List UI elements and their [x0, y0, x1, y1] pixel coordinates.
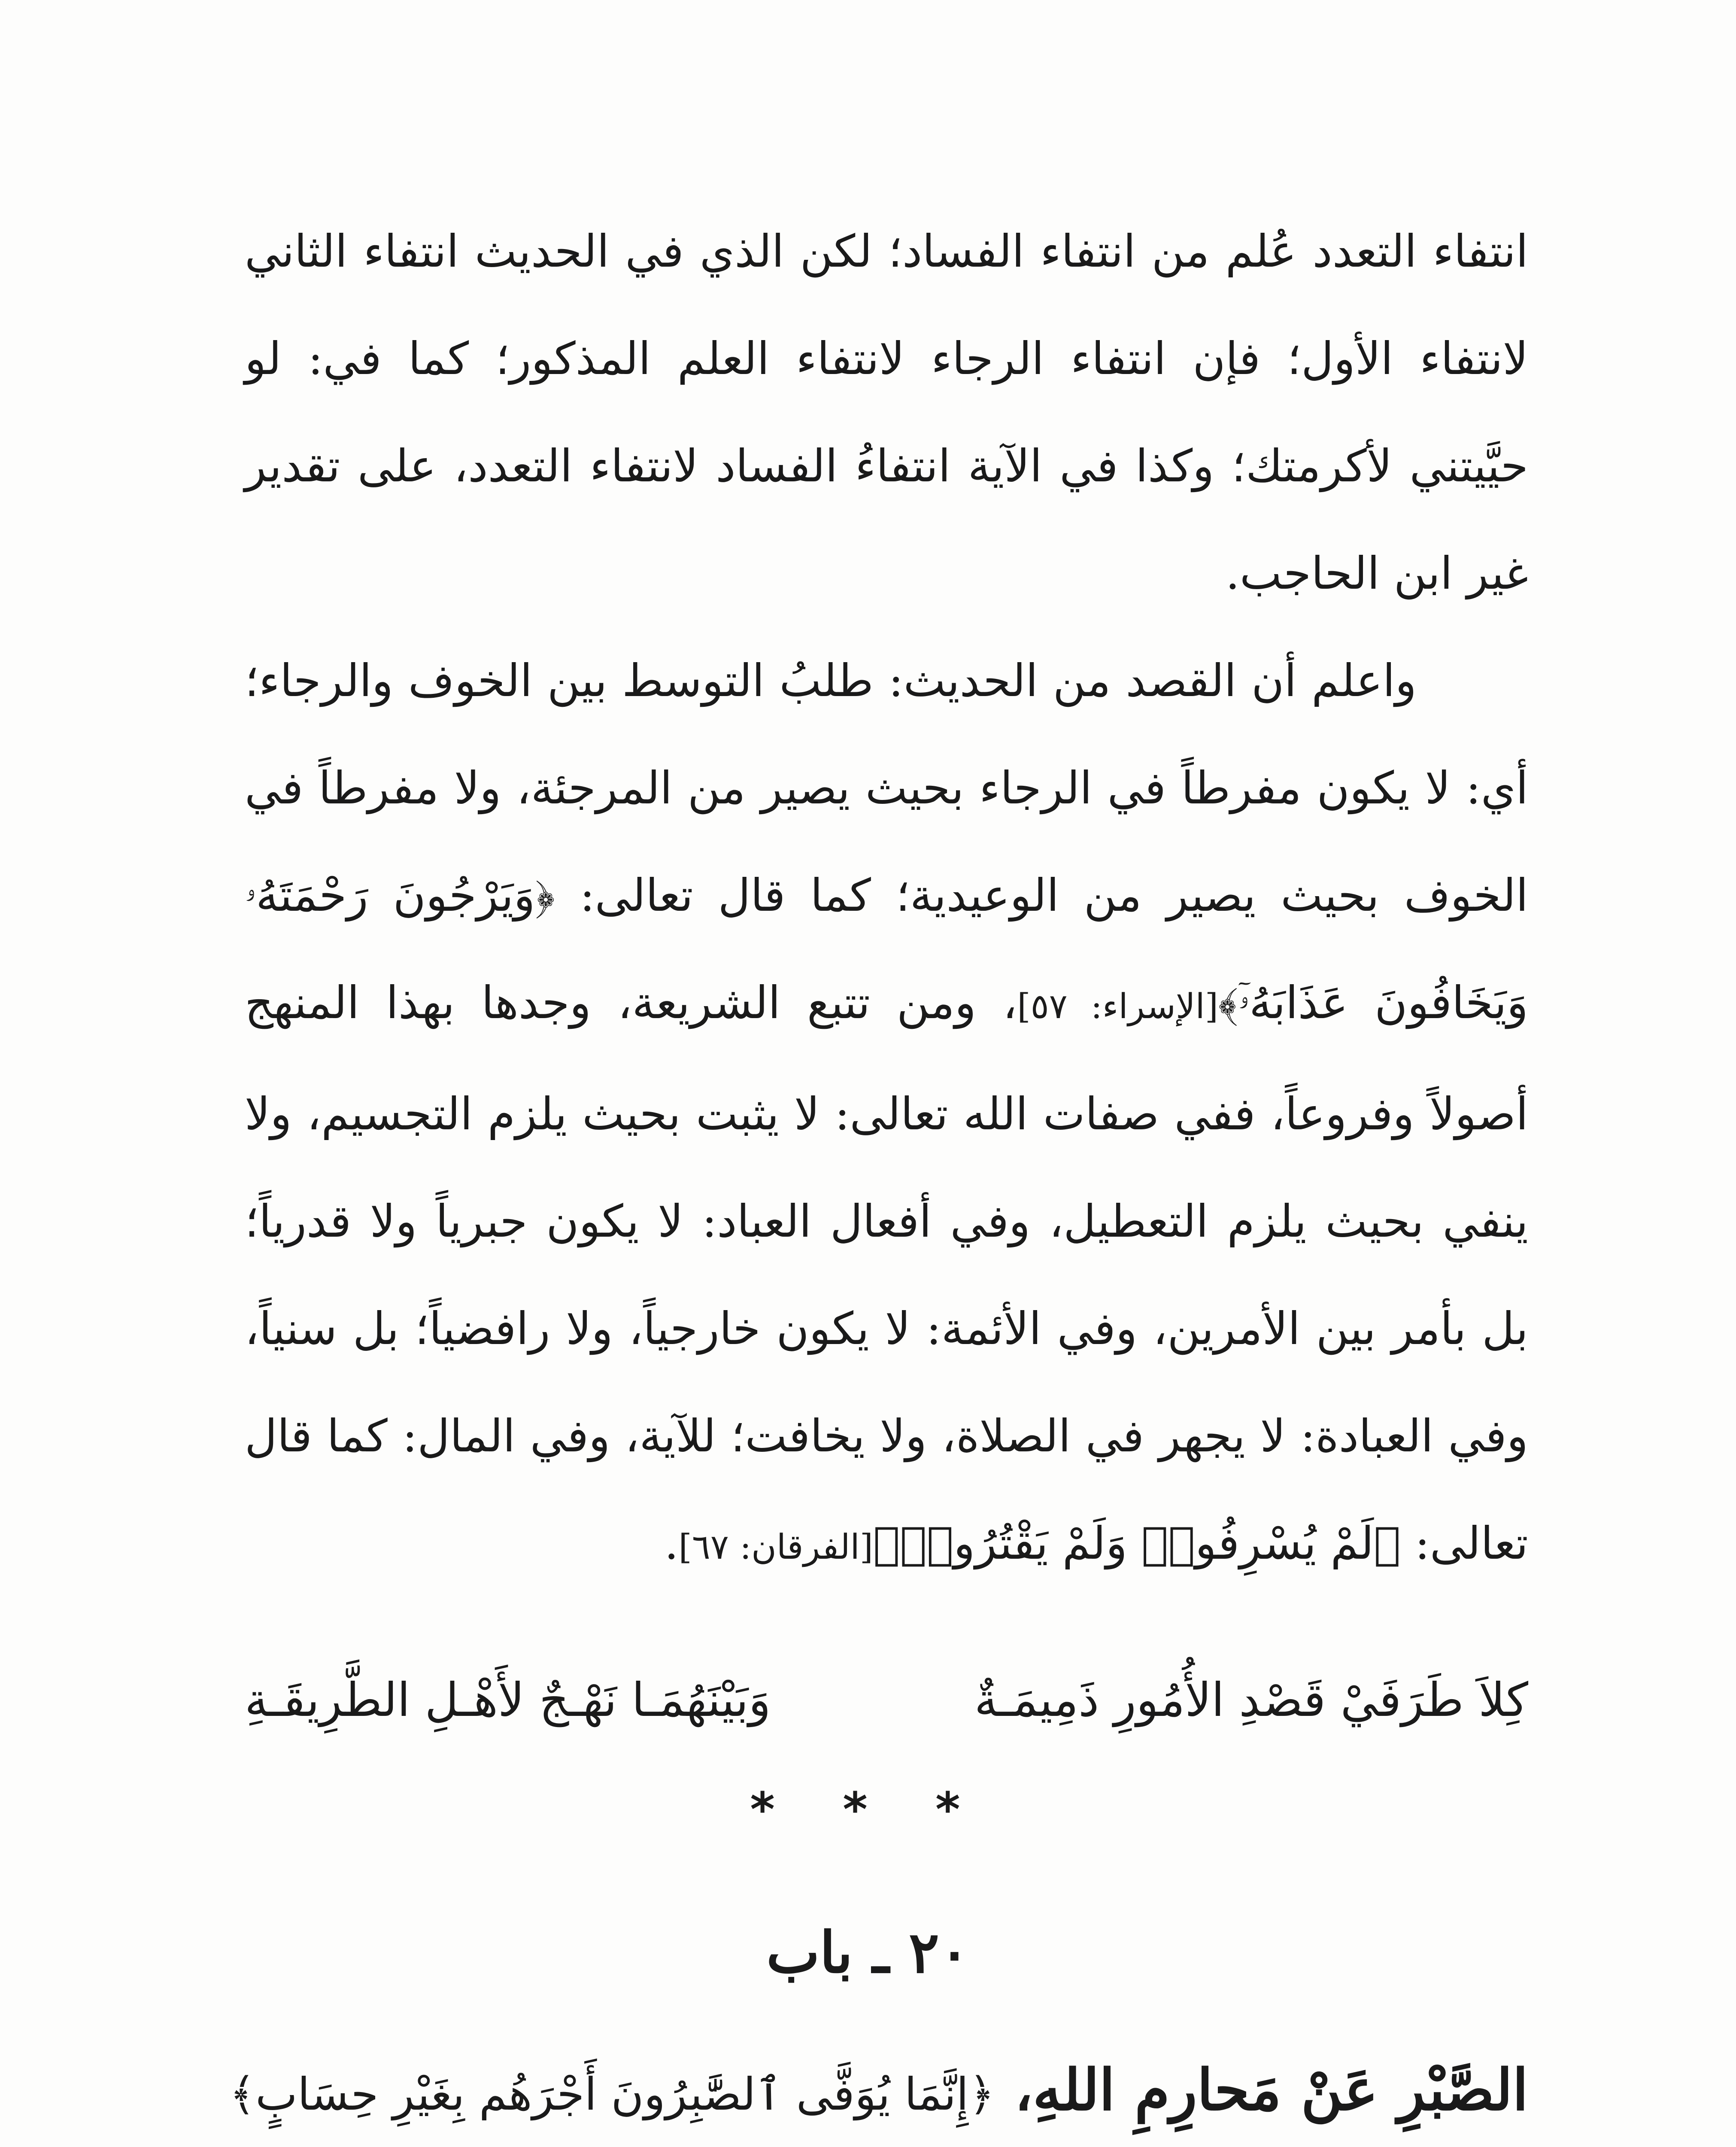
- chapter-title-quran: ﴿إِنَّمَا يُوَفَّى ٱلصَّٰبِرُونَ أَجْرَهُم بِغَيْرِ حِسَابٍ﴾: [229, 2068, 995, 2120]
- chapter-number: ٢٠ ـ باب: [766, 1919, 970, 1986]
- paragraph-2: [245, 627, 1528, 1601]
- paragraph-2-middle: ، ومن تتبع الشريعة، وجدها بهذا المنهج أصولاً وفروعاً، ففي صفات الله تعالى: لا يثبت بحيث يلزم التجسيم، ولا ينفي بحيث يلزم التعطيل، وفي أفعال العباد: لا يكون جبرياً ولا قدرياً؛ بل بأمر بين الأمرين، وفي الأئمة: لا يكون خارجياً، ولا رافضياً؛ بل سنياً، وفي العبادة: لا يجهر في الصلاة، ولا يخافت؛ للآية، وفي المال: كما قال تعالى:: [245, 976, 1528, 1569]
- paragraph-2-end: .: [664, 1517, 679, 1569]
- paragraph-1-text: انتفاء التعدد عُلم من انتفاء الفساد؛ لكن الذي في الحديث انتفاء الثاني لانتفاء الأول؛ فإن انتفاء الرجاء لانتفاء العلم المذكور؛ كما في: لو حيَّيتني لأكرمتك؛ وكذا في الآية انتفاءُ الفساد لانتفاء التعدد، على تقدير غير ابن الحاجب.: [245, 225, 1529, 599]
- quran-quote-furqan: ﴿لَمْ يُسْرِفُوا۟ وَلَمْ يَقْتُرُوا۟﴾: [873, 1517, 1401, 1569]
- verse-second-hemistich: وَبَيْنَهُمَـا نَهْـجٌ لأَهْـلِ الطَّرِيقَـةِ: [245, 1673, 771, 1727]
- chapter-title-text: الصَّبْرِ عَنْ مَحارِمِ اللهِ،: [1014, 2057, 1528, 2123]
- quran-reference-isra: [الإسراء: ٥٧]: [1017, 986, 1218, 1026]
- quran-quote-isra: ﴿وَيَرْجُونَ رَحْمَتَهُۥ وَيَخَافُونَ عَذَابَهُۥٓ﴾: [245, 869, 1528, 1029]
- verse-first-hemistich: كِلاَ طَرَفَيْ قَصْدِ الأُمُورِ ذَمِيمَـةٌ: [974, 1673, 1528, 1727]
- section-separator: * * *: [750, 1782, 986, 1837]
- paragraph-2-intro: واعلم أن القصد من الحديث: طلبُ التوسط بين الخوف والرجاء؛ أي: لا يكون مفرطاً في الرجاء بحيث يصير من المرجئة، ولا مفرطاً في الخوف بحيث يصير من الوعيدية؛ كما قال تعالى:: [245, 654, 1528, 921]
- paragraph-1: [245, 198, 1528, 627]
- poetry-verse: [245, 1645, 1528, 1756]
- quran-reference-furqan: [الفرقان: ٦٧]: [678, 1527, 873, 1567]
- chapter-title: [229, 2057, 1528, 2123]
